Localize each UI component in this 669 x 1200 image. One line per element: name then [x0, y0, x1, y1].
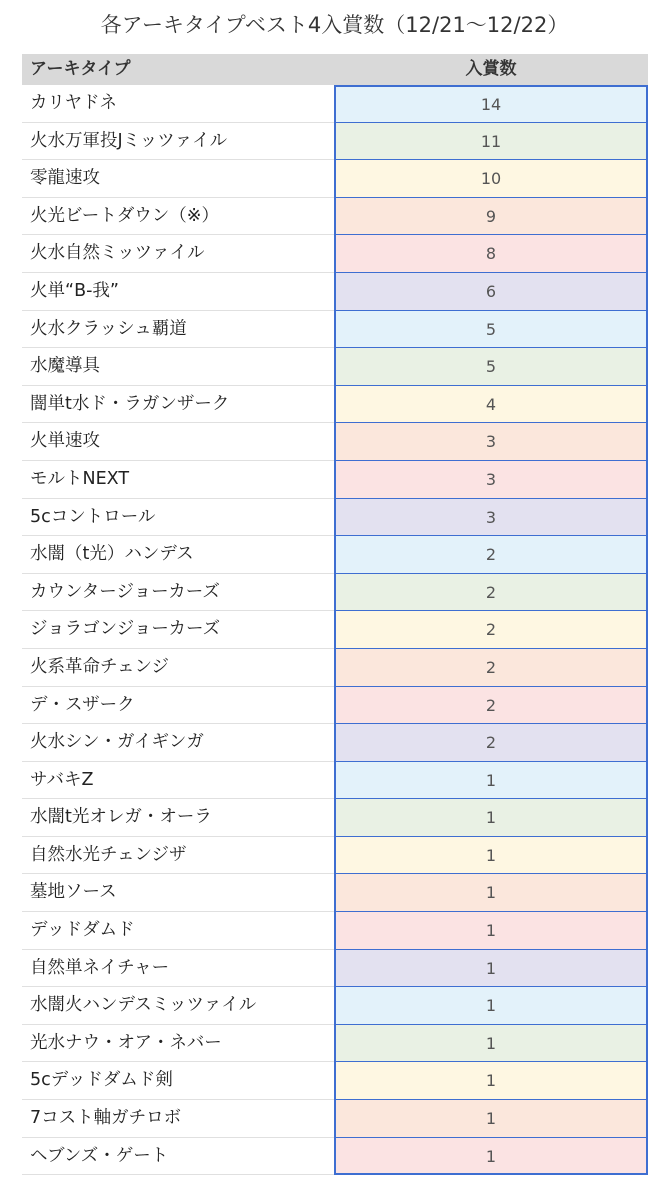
table-row — [22, 912, 648, 950]
count-cell: 1 — [334, 950, 648, 988]
table-row — [22, 499, 648, 537]
table-row — [22, 987, 648, 1025]
archetype-name-cell: 火水クラッシュ覇道 — [30, 318, 187, 339]
table-row — [22, 1025, 648, 1063]
count-cell: 1 — [334, 1138, 648, 1176]
count-cell: 9 — [334, 198, 648, 236]
table-row — [22, 1100, 648, 1138]
archetype-name-cell: デ・スザーク — [30, 694, 135, 715]
count-cell: 2 — [334, 611, 648, 649]
archetype-name-cell: 水魔導具 — [30, 356, 100, 377]
table-row — [22, 311, 648, 349]
archetype-name-cell: カウンタージョーカーズ — [30, 581, 220, 602]
count-cell: 1 — [334, 1025, 648, 1063]
archetype-name-cell: 闇単t水ド・ラガンザーク — [30, 393, 230, 414]
archetype-name-cell: 自然単ネイチャー — [30, 957, 170, 978]
table-row — [22, 1138, 648, 1176]
table-row — [22, 874, 648, 912]
archetype-table — [22, 54, 648, 1175]
archetype-name-cell: 火単速攻 — [30, 431, 100, 452]
count-cell: 1 — [334, 874, 648, 912]
archetype-name-cell: 5cコントロール — [30, 506, 156, 527]
count-cell: 3 — [334, 461, 648, 499]
archetype-name-cell: 火系革命チェンジ — [30, 656, 170, 677]
table-row — [22, 1062, 648, 1100]
count-cell: 3 — [334, 499, 648, 537]
count-cell: 2 — [334, 536, 648, 574]
table-row — [22, 950, 648, 988]
archetype-name-cell: 火水万軍投Jミッツァイル — [30, 130, 228, 151]
archetype-name-cell: 火水シン・ガイギンガ — [30, 732, 204, 753]
count-cell: 1 — [334, 762, 648, 800]
archetype-name-cell: 5cデッドダムド剣 — [30, 1070, 173, 1091]
count-cell: 3 — [334, 423, 648, 461]
archetype-name-cell: 光水ナウ・オア・ネバー — [30, 1032, 222, 1053]
archetype-name-cell: モルトNEXT — [30, 468, 130, 489]
count-cell: 14 — [334, 85, 648, 123]
table-row — [22, 837, 648, 875]
table-row — [22, 649, 648, 687]
table-row — [22, 762, 648, 800]
count-cell: 2 — [334, 574, 648, 612]
count-cell: 2 — [334, 724, 648, 762]
archetype-name-cell: ヘブンズ・ゲート — [30, 1145, 169, 1166]
archetype-name-cell: 7コスト軸ガチロボ — [30, 1108, 182, 1129]
table-row — [22, 160, 648, 198]
table-row — [22, 85, 648, 123]
archetype-name-cell: 火光ビートダウン（※） — [30, 205, 219, 226]
table-row — [22, 235, 648, 273]
archetype-name-cell: 墓地ソース — [30, 882, 117, 903]
archetype-name-cell: ジョラゴンジョーカーズ — [30, 619, 221, 640]
count-cell: 11 — [334, 123, 648, 161]
table-row — [22, 461, 648, 499]
count-cell: 1 — [334, 1100, 648, 1138]
table-row — [22, 799, 648, 837]
count-cell: 10 — [334, 160, 648, 198]
archetype-name-cell: デッドダムド — [30, 920, 135, 941]
count-cell: 2 — [334, 649, 648, 687]
count-cell: 1 — [334, 987, 648, 1025]
archetype-name-cell: 火水自然ミッツァイル — [30, 243, 205, 264]
count-cell: 6 — [334, 273, 648, 311]
archetype-name-cell: カリヤドネ — [30, 93, 117, 113]
header-count: 入賞数 — [465, 59, 517, 79]
count-cell: 4 — [334, 386, 648, 424]
table-row — [22, 123, 648, 161]
archetype-name-cell: 零龍速攻 — [30, 168, 100, 189]
archetype-name-cell: 水闇（t光）ハンデス — [30, 544, 194, 565]
table-row — [22, 687, 648, 725]
table-row — [22, 198, 648, 236]
archetype-name-cell: 火単“B-我” — [30, 280, 119, 301]
table-row — [22, 536, 648, 574]
table-row — [22, 574, 648, 612]
table-row — [22, 423, 648, 461]
archetype-name-cell: サバキZ — [30, 769, 94, 790]
table-row — [22, 273, 648, 311]
table-row — [22, 724, 648, 762]
table-row — [22, 348, 648, 386]
archetype-name-cell: 自然水光チェンジザ — [30, 844, 187, 865]
table-row — [22, 611, 648, 649]
header-archetype: アーキタイプ — [30, 59, 131, 79]
archetype-name-cell: 水闇t光オレガ・オーラ — [30, 807, 212, 828]
count-cell: 8 — [334, 235, 648, 273]
count-cell: 1 — [334, 1062, 648, 1100]
count-cell: 2 — [334, 687, 648, 725]
page-title: 各アーキタイプベスト4入賞数（12/21〜12/22） — [100, 13, 569, 37]
count-cell: 1 — [334, 799, 648, 837]
table-body — [22, 85, 648, 1175]
archetype-name-cell: 水闇火ハンデスミッツァイル — [30, 995, 257, 1016]
count-cell: 5 — [334, 311, 648, 349]
count-cell: 1 — [334, 837, 648, 875]
table-row — [22, 386, 648, 424]
count-cell: 5 — [334, 348, 648, 386]
count-cell: 1 — [334, 912, 648, 950]
table-header — [22, 54, 648, 85]
